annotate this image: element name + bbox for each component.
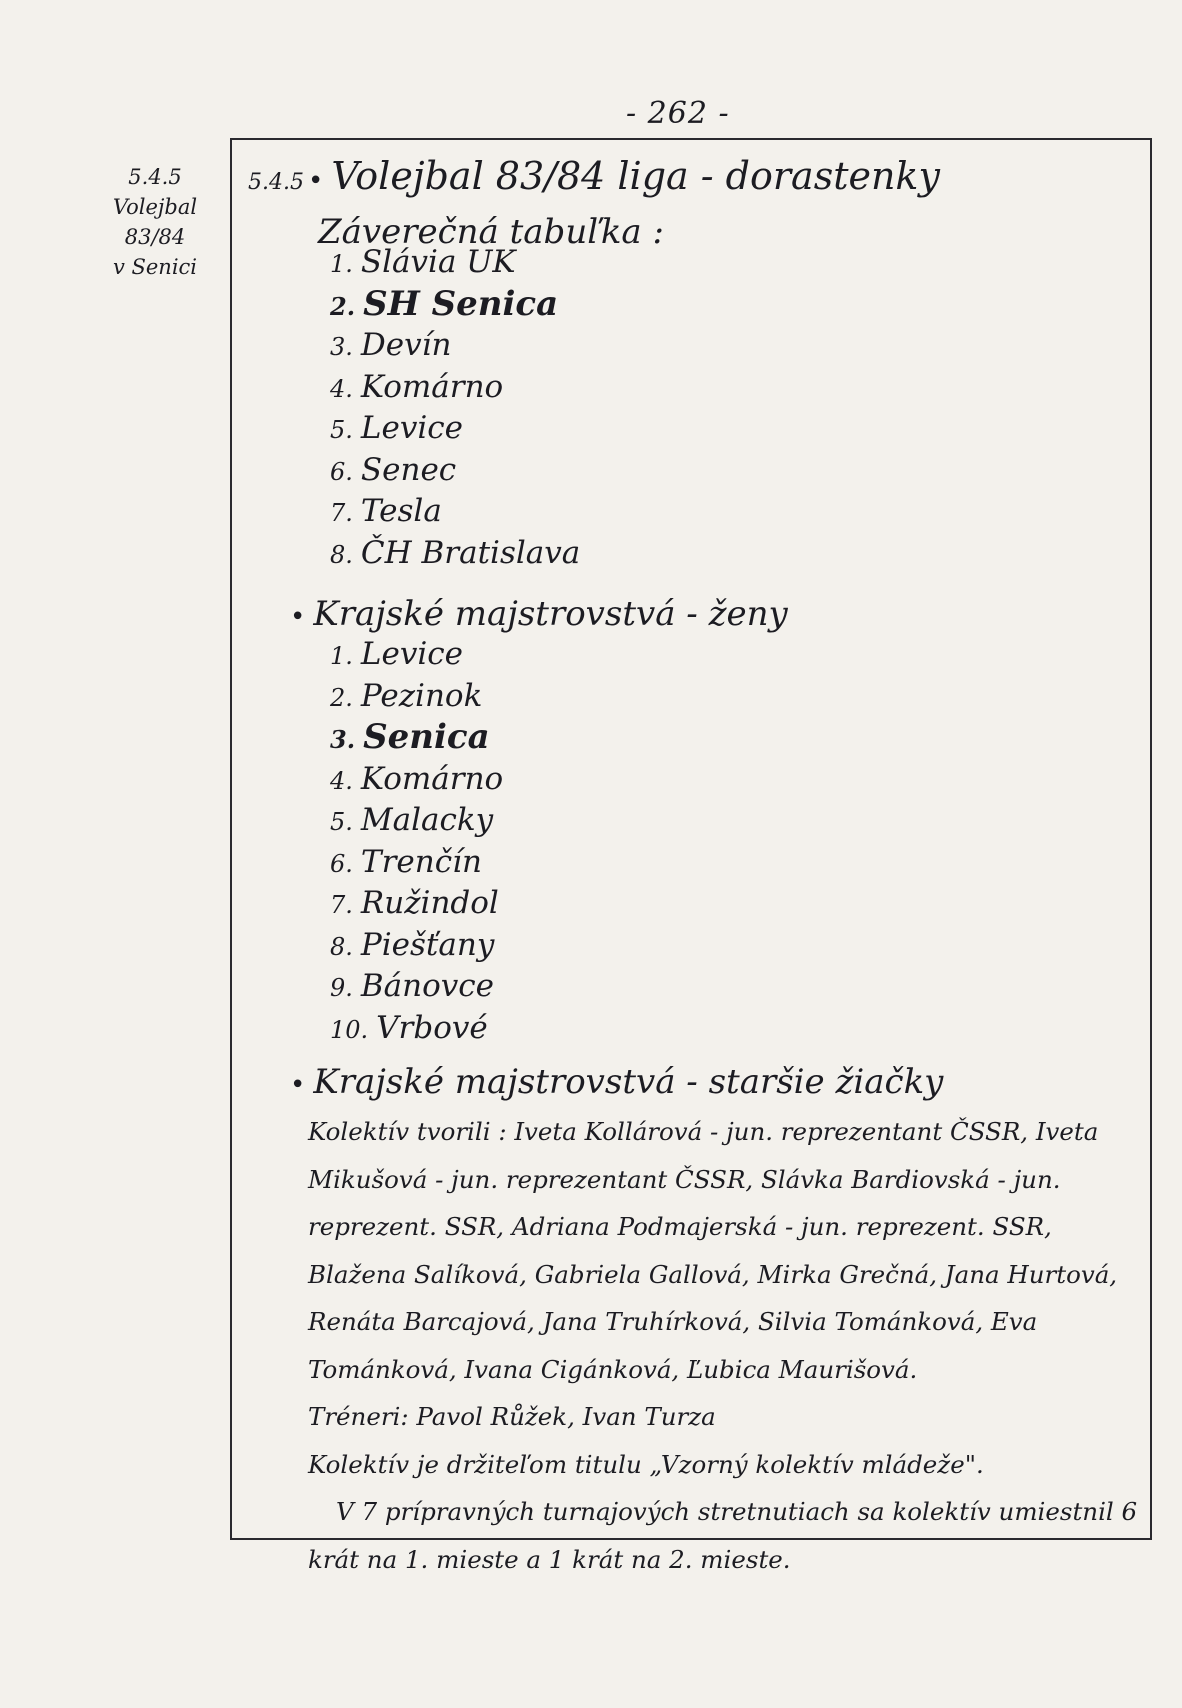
list-item: [330, 533, 580, 575]
section3-heading: [290, 1062, 943, 1102]
team-name: Vrbové: [376, 1009, 488, 1046]
margin-note-line: 5.4.5: [128, 165, 182, 189]
rank: 2.: [330, 291, 356, 321]
results-paragraph: V 7 prípravných turnajových stretnutiach sa kolektív umiestnil 6 krát na 1. mieste a 1 krát na 2. mieste.: [308, 1497, 1138, 1574]
rank: 5.: [330, 416, 353, 444]
rank: 7.: [330, 891, 353, 919]
list-item: [330, 842, 503, 884]
bullet-icon: •: [307, 166, 324, 196]
rank: 1.: [330, 642, 353, 670]
team-name: Komárno: [360, 368, 504, 405]
standings-list-dorastenky: [330, 242, 580, 574]
rank: 8.: [330, 932, 353, 961]
team-name: Senec: [360, 451, 457, 488]
team-name: Slávia UK: [360, 244, 516, 280]
list-item: [330, 1008, 503, 1050]
list-item: [330, 367, 580, 409]
rank: 3.: [330, 725, 356, 754]
list-item: [330, 883, 503, 925]
section3-title: Krajské majstrovstvá - staršie žiačky: [313, 1062, 944, 1102]
team-name: Bánovce: [360, 968, 495, 1004]
section2-heading: [290, 594, 788, 634]
team-name: Trenčín: [360, 843, 482, 880]
bullet-icon: •: [290, 602, 306, 632]
list-item: [330, 491, 580, 533]
section-number: 5.4.5: [248, 170, 304, 195]
award-line: Kolektív je držiteľom titulu „Vzorný kolektív mládeže".: [308, 1449, 984, 1479]
rank: 5.: [330, 808, 353, 836]
section2-title: Krajské majstrovstvá - ženy: [313, 594, 788, 634]
list-item: [330, 759, 503, 801]
team-members-paragraph: Kolektív tvorili : Iveta Kollárová - jun. reprezentant ČSSR, Iveta Mikušová - jun. reprezentant ČSSR, Slávka Bardiovská - jun. reprezent. SSR, Adriana Podmajerská - jun. reprezent. SSR, Blažena Salíková, Gabriela Gallová, Mirka Grečná, Jana Hurtová, Renáta Barcajová, Jana Truhírková, Silvia Tománková, Eva Tománková, Ivana Cigánková, Ľubica Maurišová.: [308, 1117, 1118, 1384]
list-item: [330, 450, 580, 492]
standings-list-zeny: [330, 634, 503, 1049]
margin-note-line: Volejbal: [112, 195, 198, 219]
rank: 3.: [330, 333, 353, 361]
rank: 8.: [330, 540, 353, 569]
team-name: SH Senica: [363, 283, 559, 324]
rank: 6.: [330, 457, 353, 486]
team-name: Levice: [360, 636, 463, 672]
rank: 7.: [330, 499, 353, 527]
list-item: [330, 634, 503, 676]
list-item: [330, 242, 580, 284]
section-title: Volejbal 83/84 liga - dorastenky: [331, 154, 940, 198]
rank: 9.: [330, 974, 353, 1002]
team-name: Senica: [363, 717, 490, 757]
team-name: Devín: [360, 327, 452, 363]
rank: 4.: [330, 374, 353, 403]
team-name: Tesla: [360, 493, 442, 529]
team-name: Piešťany: [360, 926, 495, 963]
list-item: [330, 676, 503, 718]
page-number: - 262 -: [626, 96, 730, 131]
margin-note-line: 83/84: [124, 225, 186, 249]
rank: 10.: [330, 1015, 369, 1044]
bullet-icon: •: [290, 1070, 306, 1100]
list-item: [330, 925, 503, 967]
coaches-line: Tréneri: Pavol Růžek, Ivan Turza: [308, 1402, 716, 1431]
team-name: Komárno: [360, 760, 504, 797]
rank: 4.: [330, 766, 353, 795]
list-item: [330, 325, 580, 367]
list-item: [330, 284, 580, 326]
team-name: Pezinok: [360, 677, 483, 714]
rank: 6.: [330, 849, 353, 878]
rank: 2.: [330, 683, 353, 712]
team-name: ČH Bratislava: [360, 534, 581, 571]
standings-subtitle: Záverečná tabuľka :: [318, 212, 664, 252]
list-item: [330, 717, 503, 759]
team-name: Levice: [360, 410, 463, 446]
list-item: [330, 966, 503, 1008]
team-name: Ružindol: [360, 885, 499, 921]
section3-body: [308, 1108, 1138, 1583]
team-name: Malacky: [360, 802, 494, 838]
rank: 1.: [330, 250, 353, 278]
list-item: [330, 408, 580, 450]
section-heading: [248, 154, 940, 198]
margin-note: [100, 162, 210, 282]
margin-note-line: v Senici: [112, 255, 198, 279]
list-item: [330, 800, 503, 842]
